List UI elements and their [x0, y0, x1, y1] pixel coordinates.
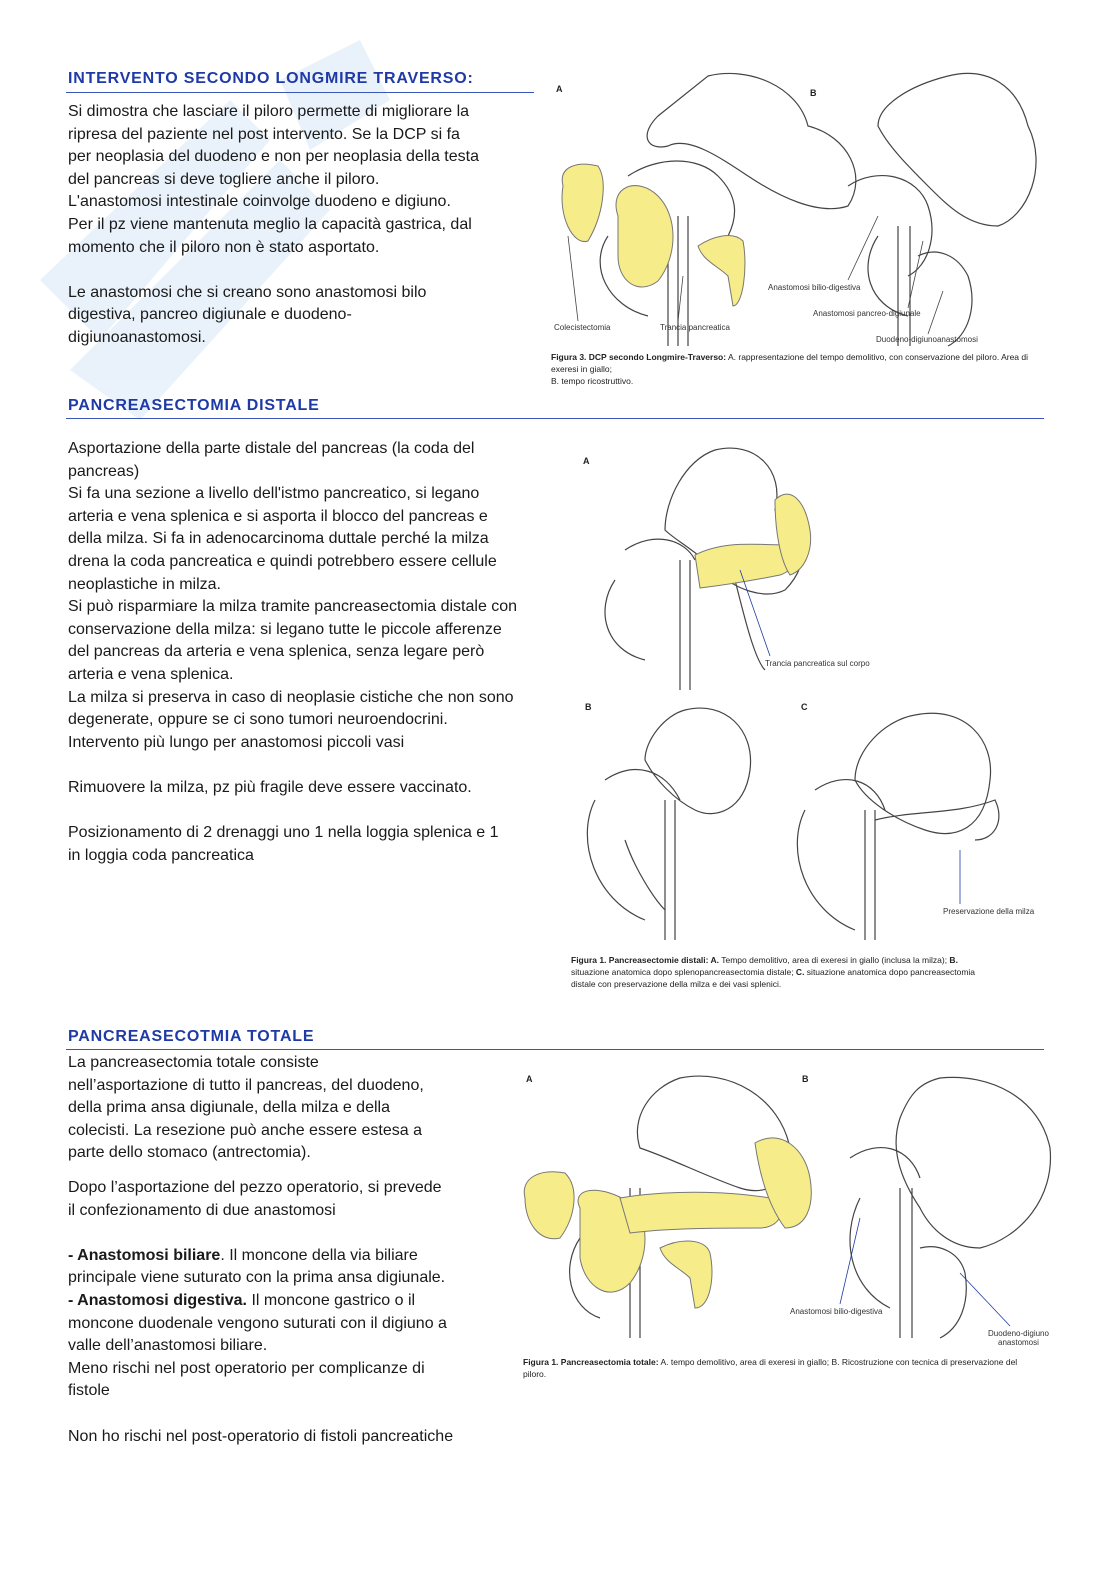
text-line: moncone duodenale vengono suturati con il digiuno a — [68, 1314, 447, 1332]
text-line: Si dimostra che lasciare il piloro permette di migliorare la — [68, 103, 470, 120]
label-colecistectomia: Colecistectomia — [554, 323, 611, 332]
text-line: La milza si preserva in caso di neoplasie cistiche che non sono — [68, 688, 514, 706]
text-line: pancreas) — [68, 462, 140, 480]
panel-label-b: B — [802, 1074, 809, 1084]
text-line: arteria e vena splenica. — [68, 665, 234, 683]
text-line: digestiva, pancreo digiunale e duodeno- — [68, 306, 352, 324]
text-line: della milza. Si fa in adenocarcinoma duttale perché la milza — [68, 530, 489, 548]
text-line: fistole — [68, 1382, 110, 1400]
label-trancia: Trancia pancreatica — [660, 323, 730, 332]
section-body-totale — [68, 1052, 508, 1448]
text-line: Rimuovere la milza, pz più fragile deve essere vaccinato. — [68, 778, 472, 796]
figure-longmire-traverso — [548, 66, 1048, 356]
label-bilio: Anastomosi bilio-digestiva — [768, 283, 861, 292]
text-line: in loggia coda pancreatica — [68, 846, 254, 864]
text-line: parte dello stomaco (antrectomia). — [68, 1144, 311, 1162]
section-title-distale: PANCREASECTOMIA DISTALE — [68, 397, 320, 414]
label-duodeno-digiuno: Duodeno-digiuno — [988, 1329, 1049, 1338]
figure-caption-totale: Figura 1. Pancreasectomia totale: A. tempo demolitivo, area di exeresi in giallo; B. Ricostruzione con tecnica di preservazione del piloro. — [523, 1357, 1018, 1379]
section-rule — [66, 92, 534, 93]
figure-pancreasectomie-distali — [565, 440, 1065, 950]
text-line: Le anastomosi che si creano sono anastomosi bilo — [68, 283, 427, 301]
label-pancreo: Anastomosi pancreo-digiunale — [813, 309, 921, 318]
text-line: degenerate, oppure se ci sono tumori neuroendocrini. — [68, 711, 448, 729]
text-line: Per il pz viene mantenuta meglio la capacità gastrica, dal — [68, 215, 472, 233]
label-duodeno: Duodeno-digiunoanastomosi — [876, 335, 978, 344]
text-line: La pancreasectomia totale consiste — [68, 1054, 319, 1071]
text-line: Si fa una sezione a livello dell'istmo pancreatico, si legano — [68, 485, 480, 503]
text-line: Posizionamento di 2 drenaggi uno 1 nella loggia splenica e 1 — [68, 824, 499, 842]
text-line: momento che il piloro non è stato asportato. — [68, 238, 380, 256]
label-anastomosi: anastomosi — [998, 1338, 1039, 1347]
text-line: neoplastiche in milza. — [68, 575, 221, 593]
text-line: Intervento più lungo per anastomosi piccoli vasi — [68, 733, 405, 751]
figure-caption-distale: Figura 1. Pancreasectomie distali: A. Tempo demolitivo, area di exeresi in giallo (inclusa la milza); B. situazione anatomica dopo splenopancreasectomia distale; C. situazione anatomica dopo pancreasectomia distale con preservazione della milza e dei vasi splenici. — [571, 955, 976, 989]
panel-label-b: B — [585, 702, 592, 712]
figure-caption-longmire: Figura 3. DCP secondo Longmire-Traverso: A. rappresentazione del tempo demolitivo, con conservazione del piloro. Area di exeresi in giallo; B. tempo ricostruttivo. — [551, 352, 1029, 386]
bullet-anastomosi-biliare: - Anastomosi biliare. Il moncone della via biliare — [68, 1246, 418, 1264]
text-line: Meno rischi nel post operatorio per complicanze di — [68, 1359, 425, 1377]
text-line: colecisti. La resezione può anche essere estesa a — [68, 1121, 422, 1139]
text-line: del pancreas da arteria e vena splenica, senza legare però — [68, 643, 485, 661]
section-rule — [66, 1049, 1044, 1050]
text-line: ripresa del paziente nel post intervento. Se la DCP si fa — [68, 125, 460, 143]
text-line: nell’asportazione di tutto il pancreas, del duodeno, — [68, 1076, 424, 1094]
text-line: valle dell’anastomosi biliare. — [68, 1337, 268, 1355]
panel-label-a: A — [526, 1074, 533, 1084]
text-line: della prima ansa digiunale, della milza e della — [68, 1099, 390, 1117]
panel-label-c: C — [801, 702, 808, 712]
text-line: L'anastomosi intestinale coinvolge duodeno e digiuno. — [68, 193, 451, 211]
text-line: conservazione della milza: si legano tutte le piccole afferenze — [68, 620, 502, 638]
text-line: Si può risparmiare la milza tramite pancreasectomia distale con — [68, 598, 518, 616]
text-line: per neoplasia del duodeno e non per neoplasia della testa — [68, 148, 479, 166]
label-preservazione: Preservazione della milza — [943, 907, 1035, 916]
text-line: digiunoanastomosi. — [68, 328, 206, 346]
text-line: Dopo l’asportazione del pezzo operatorio, si prevede — [68, 1178, 442, 1196]
section-title-longmire: INTERVENTO SECONDO LONGMIRE TRAVERSO: — [68, 70, 474, 87]
text-line: Asportazione della parte distale del pancreas (la coda del — [68, 440, 475, 457]
panel-label-b: B — [810, 88, 817, 98]
section-rule — [66, 418, 1044, 419]
label-bilio-totale: Anastomosi bilio-digestiva — [790, 1307, 883, 1316]
label-trancia-corpo: Trancia pancreatica sul corpo — [765, 659, 870, 668]
text-line: drena la coda pancreatica e quindi potrebbero essere cellule — [68, 552, 497, 570]
text-line: Non ho rischi nel post-operatorio di fistoli pancreatiche — [68, 1427, 454, 1445]
section-body-longmire — [68, 101, 538, 350]
text-line: del pancreas si deve togliere anche il piloro. — [68, 170, 380, 188]
panel-label-a: A — [583, 456, 590, 466]
text-line: il confezionamento di due anastomosi — [68, 1201, 336, 1219]
panel-label-a: A — [556, 84, 563, 94]
section-body-distale — [68, 438, 558, 867]
bullet-anastomosi-digestiva: - Anastomosi digestiva. Il moncone gastrico o il — [68, 1291, 416, 1309]
figure-pancreasectomia-totale — [520, 1068, 1060, 1348]
section-title-totale: PANCREASECOTMIA TOTALE — [68, 1028, 315, 1045]
text-line: arteria e vena splenica e si asporta il blocco del pancreas e — [68, 507, 488, 525]
text-line: principale viene suturato con la prima ansa digiunale. — [68, 1269, 446, 1287]
